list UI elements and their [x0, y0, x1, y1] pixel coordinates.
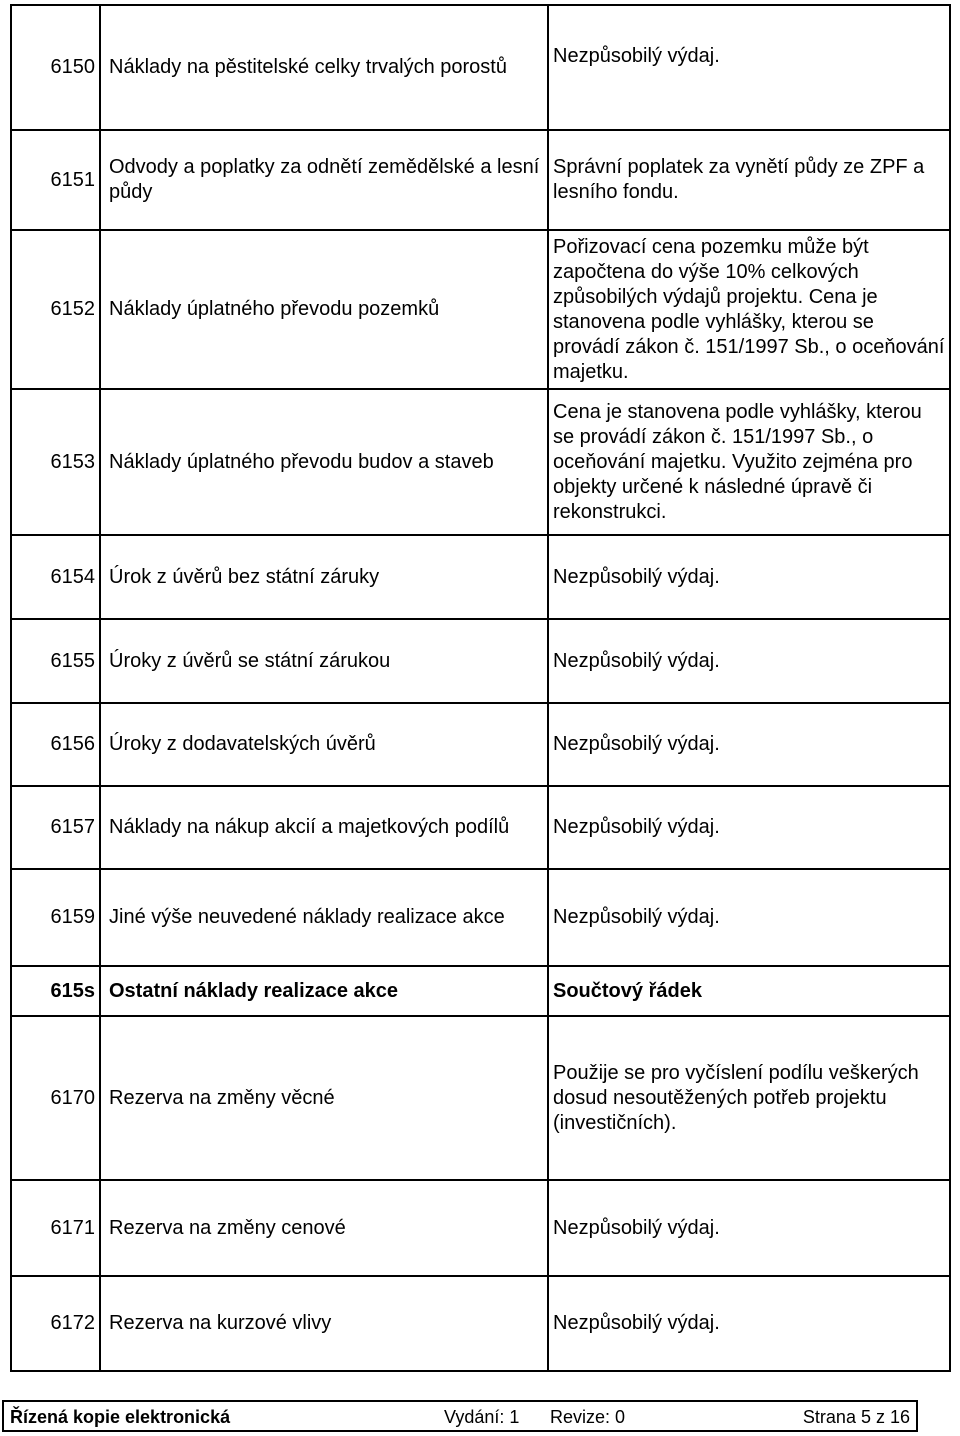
- row-note: Nezpůsobilý výdaj.: [548, 703, 950, 786]
- row-note: Použije se pro vyčíslení podílu veškerých dosud nesoutěžených potřeb projektu (investičních).: [548, 1016, 950, 1180]
- row-name: Jiné výše neuvedené náklady realizace akce: [100, 869, 548, 966]
- row-note: Nezpůsobilý výdaj.: [548, 1276, 950, 1371]
- row-code: 6156: [11, 703, 100, 786]
- row-note: Nezpůsobilý výdaj.: [548, 869, 950, 966]
- footer-edition: Vydání: 1: [444, 1407, 520, 1427]
- table-row: [11, 869, 950, 966]
- row-code: 6159: [11, 869, 100, 966]
- row-note: Pořizovací cena pozemku může být započtena do výše 10% celkových způsobilých výdajů projektu. Cena je stanovena podle vyhlášky, kterou se provádí zákon č. 151/1997 Sb., o oceňování majetku.: [548, 230, 950, 389]
- footer-copy-title: Řízená kopie elektronická: [10, 1407, 231, 1427]
- table-row: [11, 1180, 950, 1276]
- row-code: 6150: [11, 5, 100, 130]
- row-name: Úrok z úvěrů bez státní záruky: [100, 535, 548, 619]
- table-row: [11, 619, 950, 703]
- table-row: [11, 389, 950, 535]
- table-row: [11, 5, 950, 130]
- row-name: Rezerva na změny cenové: [100, 1180, 548, 1276]
- footer-page-number: Strana 5 z 16: [802, 1407, 910, 1427]
- row-code: 6170: [11, 1016, 100, 1180]
- row-code: 6171: [11, 1180, 100, 1276]
- table-row: [11, 230, 950, 389]
- table-row: [11, 1016, 950, 1180]
- row-note: Nezpůsobilý výdaj.: [548, 535, 950, 619]
- table-row: [11, 535, 950, 619]
- row-name: Úroky z úvěrů se státní zárukou: [100, 619, 548, 703]
- row-name: Rezerva na kurzové vlivy: [100, 1276, 548, 1371]
- row-name: Odvody a poplatky za odnětí zemědělské a lesní půdy: [100, 130, 548, 230]
- row-note: Nezpůsobilý výdaj.: [548, 786, 950, 869]
- row-name: Úroky z dodavatelských úvěrů: [100, 703, 548, 786]
- row-name: Náklady na pěstitelské celky trvalých porostů: [100, 5, 548, 130]
- cost-items-table: [10, 4, 951, 1372]
- row-code: 615s: [11, 966, 100, 1016]
- row-code: 6172: [11, 1276, 100, 1371]
- row-name: Náklady úplatného převodu pozemků: [100, 230, 548, 389]
- table-row: [11, 703, 950, 786]
- table-row: [11, 966, 950, 1016]
- row-code: 6154: [11, 535, 100, 619]
- table-row: [11, 786, 950, 869]
- row-code: 6155: [11, 619, 100, 703]
- row-name: Náklady úplatného převodu budov a staveb: [100, 389, 548, 535]
- row-code: 6157: [11, 786, 100, 869]
- row-note: Nezpůsobilý výdaj.: [548, 5, 950, 130]
- row-code: 6151: [11, 130, 100, 230]
- row-note: Nezpůsobilý výdaj.: [548, 619, 950, 703]
- table-row: [11, 1276, 950, 1371]
- table-row: [11, 130, 950, 230]
- row-name: Ostatní náklady realizace akce: [100, 966, 548, 1016]
- row-note: Správní poplatek za vynětí půdy ze ZPF a lesního fondu.: [548, 130, 950, 230]
- row-note: Cena je stanovena podle vyhlášky, kterou se provádí zákon č. 151/1997 Sb., o oceňování majetku. Využito zejména pro objekty určené k následné úpravě či rekonstrukci.: [548, 389, 950, 535]
- row-code: 6153: [11, 389, 100, 535]
- footer-revision: Revize: 0: [550, 1407, 626, 1427]
- row-name: Rezerva na změny věcné: [100, 1016, 548, 1180]
- row-name: Náklady na nákup akcií a majetkových podílů: [100, 786, 548, 869]
- document-footer: [2, 1400, 918, 1432]
- row-code: 6152: [11, 230, 100, 389]
- row-note: Nezpůsobilý výdaj.: [548, 1180, 950, 1276]
- row-note: Součtový řádek: [548, 966, 950, 1016]
